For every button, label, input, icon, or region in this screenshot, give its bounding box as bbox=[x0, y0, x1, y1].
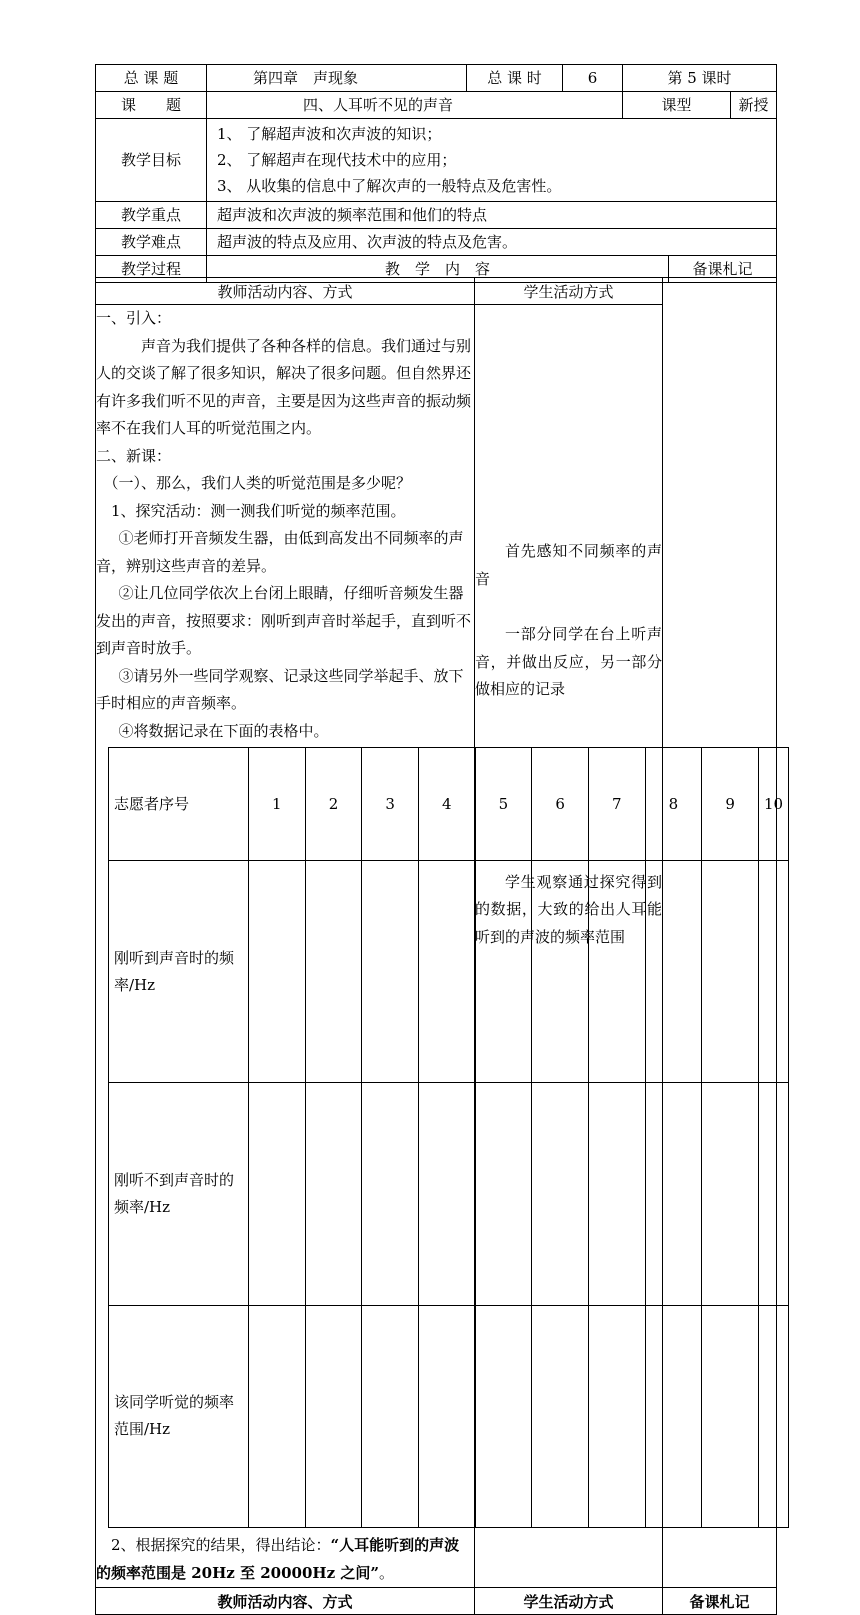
difficulty-label: 教学难点 bbox=[96, 229, 207, 256]
record-table-col: 3 bbox=[362, 748, 419, 861]
goals-label: 教学目标 bbox=[96, 119, 207, 202]
goal-item: 3、 从收集的信息中了解次声的一般特点及危害性。 bbox=[217, 177, 562, 195]
content-label: 教 学 内 容 bbox=[207, 256, 669, 283]
record-table-col: 2 bbox=[305, 748, 362, 861]
student-column-header: 学生活动方式 bbox=[475, 278, 663, 305]
record-table-col: 8 bbox=[645, 748, 702, 861]
footer-notes-label: 备课札记 bbox=[663, 1588, 777, 1615]
table-row bbox=[109, 1305, 789, 1527]
student-note-2: 一部分同学在台上听声音，并做出反应，另一部分做相应的记录 bbox=[475, 625, 662, 698]
conclusion bbox=[96, 1532, 474, 1587]
student-note-3: 学生观察通过探究得到的数据，大致的给出人耳能听到的声波的频率范围 bbox=[475, 872, 662, 946]
activity-title: 1、探究活动：测一测我们听觉的频率范围。 bbox=[111, 501, 406, 520]
footer-student-label: 学生活动方式 bbox=[475, 1588, 663, 1615]
conclusion-end: 。 bbox=[378, 1563, 394, 1582]
difficulty-value: 超声波的特点及应用、次声波的特点及危害。 bbox=[207, 229, 777, 256]
record-table-col: 6 bbox=[532, 748, 589, 861]
intro-paragraph: 声音为我们提供了各种各样的信息。我们通过与别人的交谈了解了很多知识，解决了很多问题。但自然界还有许多我们听不见的声音，主要是因为这些声音的振动频率不在我们人耳的听觉范围之内。 bbox=[96, 336, 472, 437]
table-row bbox=[109, 861, 789, 1083]
step-2: ②让几位同学依次上台闭上眼睛，仔细听音频发生器发出的声音，按照要求：刚听到声音时举起手，直到听不到声音时放手。 bbox=[96, 584, 472, 657]
notes-label: 备课札记 bbox=[669, 256, 777, 283]
body-table bbox=[95, 277, 784, 1615]
goal-item: 2、 了解超声在现代技术中的应用； bbox=[217, 151, 457, 169]
record-table-col: 1 bbox=[249, 748, 306, 861]
record-table-col: 5 bbox=[475, 748, 532, 861]
question-line: （一）、那么，我们人类的听觉范围是多少呢？ bbox=[103, 474, 412, 492]
goal-item: 1、 了解超声波和次声波的知识； bbox=[217, 125, 442, 143]
record-table-col: 4 bbox=[418, 748, 475, 861]
step-4: ④将数据记录在下面的表格中。 bbox=[118, 721, 329, 740]
process-label: 教学过程 bbox=[96, 256, 207, 283]
record-table-header-label: 志愿者序号 bbox=[109, 748, 249, 861]
topic-label: 课 题 bbox=[96, 92, 207, 119]
teacher-column-header: 教师活动内容、方式 bbox=[96, 278, 475, 305]
record-row-label: 刚听不到声音时的频率/Hz bbox=[109, 1083, 249, 1305]
lesson-number: 第 5 课时 bbox=[623, 65, 777, 92]
header-table bbox=[95, 64, 777, 283]
goals-list bbox=[207, 119, 777, 202]
type-value: 新授 bbox=[731, 92, 777, 119]
conclusion-statement: “人耳能听到的声波的频率范围是 20Hz 至 20000Hz 之间” bbox=[96, 1536, 460, 1582]
record-table-col: 10 bbox=[759, 748, 789, 861]
step-1: ①老师打开音频发生器，由低到高发出不同频率的声音，辨别这些声音的差异。 bbox=[96, 529, 464, 575]
footer-teacher-label: 教师活动内容、方式 bbox=[96, 1588, 475, 1615]
type-label: 课型 bbox=[623, 92, 731, 119]
record-row-label: 刚听到声音时的频率/Hz bbox=[109, 861, 249, 1083]
record-row-label: 该同学听觉的频率范围/Hz bbox=[109, 1305, 249, 1527]
student-activities bbox=[475, 305, 663, 1588]
table-row bbox=[109, 1083, 789, 1305]
total-hours-value: 6 bbox=[563, 65, 623, 92]
conclusion-prefix: 2、根据探究的结果，得出结论： bbox=[111, 1536, 331, 1554]
step-3: ③请另外一些同学观察、记录这些同学举起手、放下手时相应的声音频率。 bbox=[96, 666, 464, 712]
course-label: 总 课 题 bbox=[96, 65, 207, 92]
lesson-header bbox=[95, 64, 776, 283]
topic-value: 四、人耳听不见的声音 bbox=[207, 92, 623, 119]
intro-heading: 一、引入： bbox=[96, 309, 172, 327]
lesson-body bbox=[95, 277, 784, 1611]
record-table-col: 7 bbox=[588, 748, 645, 861]
course-value: 第四章 声现象 bbox=[207, 65, 467, 92]
key-point-label: 教学重点 bbox=[96, 202, 207, 229]
new-lesson-heading: 二、新课： bbox=[96, 446, 172, 465]
record-table-col: 9 bbox=[702, 748, 759, 861]
record-table bbox=[108, 747, 789, 1528]
key-point-value: 超声波和次声波的频率范围和他们的特点 bbox=[207, 202, 777, 229]
total-hours-label: 总 课 时 bbox=[467, 65, 563, 92]
student-note-1: 首先感知不同频率的声音 bbox=[475, 542, 662, 588]
